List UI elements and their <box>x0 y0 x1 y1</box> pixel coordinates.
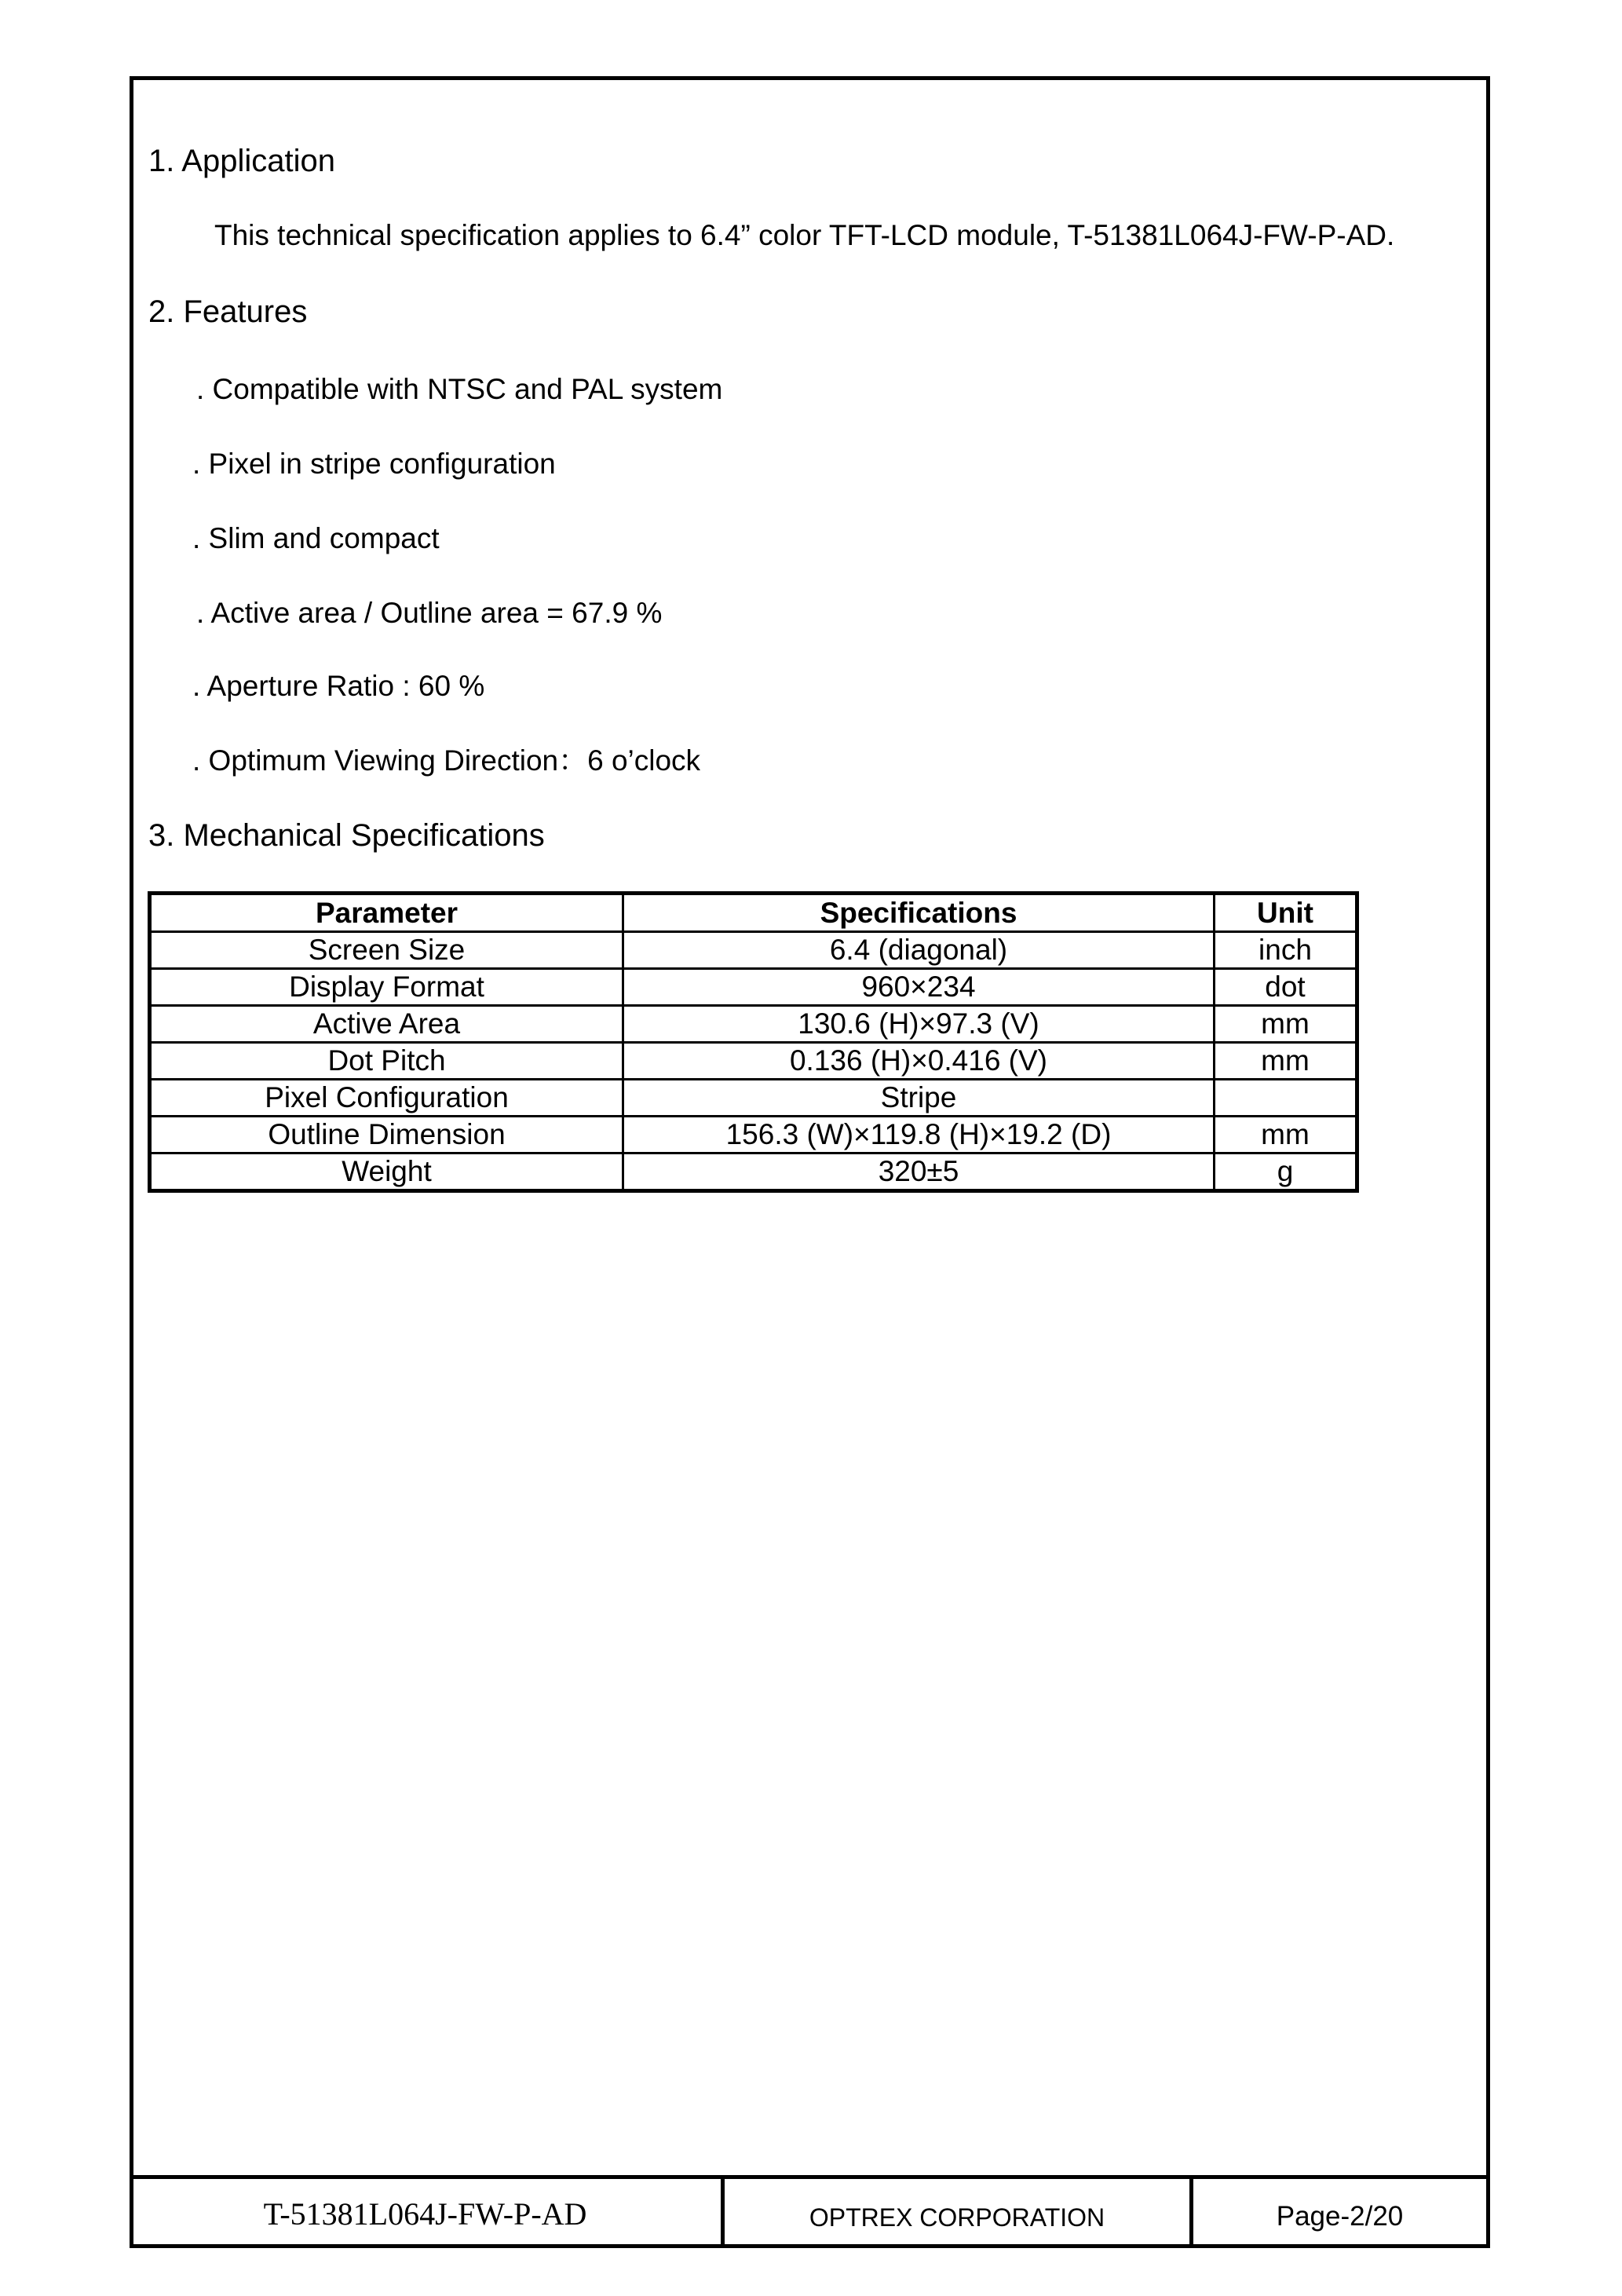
cell-unit: g <box>1215 1153 1357 1191</box>
table-row <box>150 1153 1357 1191</box>
cell-parameter: Display Format <box>150 969 623 1006</box>
table-row <box>150 1117 1357 1153</box>
cell-specification: 130.6 (H)×97.3 (V) <box>623 1006 1215 1043</box>
cell-specification: 960×234 <box>623 969 1215 1006</box>
mechanical-heading: 3. Mechanical Specifications <box>148 818 545 853</box>
mechanical-spec-table <box>148 891 1359 1193</box>
header-parameter: Parameter <box>150 894 623 932</box>
page-footer <box>130 2175 1490 2248</box>
cell-parameter: Pixel Configuration <box>150 1080 623 1117</box>
footer-company: OPTREX CORPORATION <box>725 2179 1193 2248</box>
feature-item: . Aperture Ratio : 60 % <box>192 670 485 702</box>
application-text: This technical specification applies to 6.4” color TFT-LCD module, T-51381L064J-FW-P-AD. <box>214 219 1395 251</box>
feature-item: . Slim and compact <box>192 522 440 554</box>
cell-specification: 6.4 (diagonal) <box>623 932 1215 969</box>
cell-parameter: Weight <box>150 1153 623 1191</box>
header-specifications: Specifications <box>623 894 1215 932</box>
cell-unit: inch <box>1215 932 1357 969</box>
footer-page-number: Page-2/20 <box>1276 2201 1404 2232</box>
cell-unit: mm <box>1215 1043 1357 1080</box>
cell-specification: 320±5 <box>623 1153 1215 1191</box>
cell-parameter: Dot Pitch <box>150 1043 623 1080</box>
cell-unit: mm <box>1215 1117 1357 1153</box>
cell-unit: mm <box>1215 1006 1357 1043</box>
table-row <box>150 1006 1357 1043</box>
cell-parameter: Active Area <box>150 1006 623 1043</box>
table-row <box>150 932 1357 969</box>
footer-model-number: T-51381L064J-FW-P-AD <box>130 2179 725 2248</box>
cell-unit <box>1215 1080 1357 1117</box>
table-row <box>150 1080 1357 1117</box>
features-heading: 2. Features <box>148 294 308 329</box>
cell-specification: 0.136 (H)×0.416 (V) <box>623 1043 1215 1080</box>
feature-item: . Active area / Outline area = 67.9 % <box>196 597 663 629</box>
table-row <box>150 1043 1357 1080</box>
cell-parameter: Screen Size <box>150 932 623 969</box>
application-heading: 1. Application <box>148 144 335 178</box>
table-header-row <box>150 894 1357 932</box>
feature-item: . Optimum Viewing Direction：6 o’clock <box>192 744 701 777</box>
table-row <box>150 969 1357 1006</box>
header-unit: Unit <box>1215 894 1357 932</box>
cell-parameter: Outline Dimension <box>150 1117 623 1153</box>
feature-item: . Compatible with NTSC and PAL system <box>196 373 723 405</box>
cell-specification: Stripe <box>623 1080 1215 1117</box>
cell-unit: dot <box>1215 969 1357 1006</box>
feature-item: . Pixel in stripe configuration <box>192 448 556 480</box>
cell-specification: 156.3 (W)×119.8 (H)×19.2 (D) <box>623 1117 1215 1153</box>
